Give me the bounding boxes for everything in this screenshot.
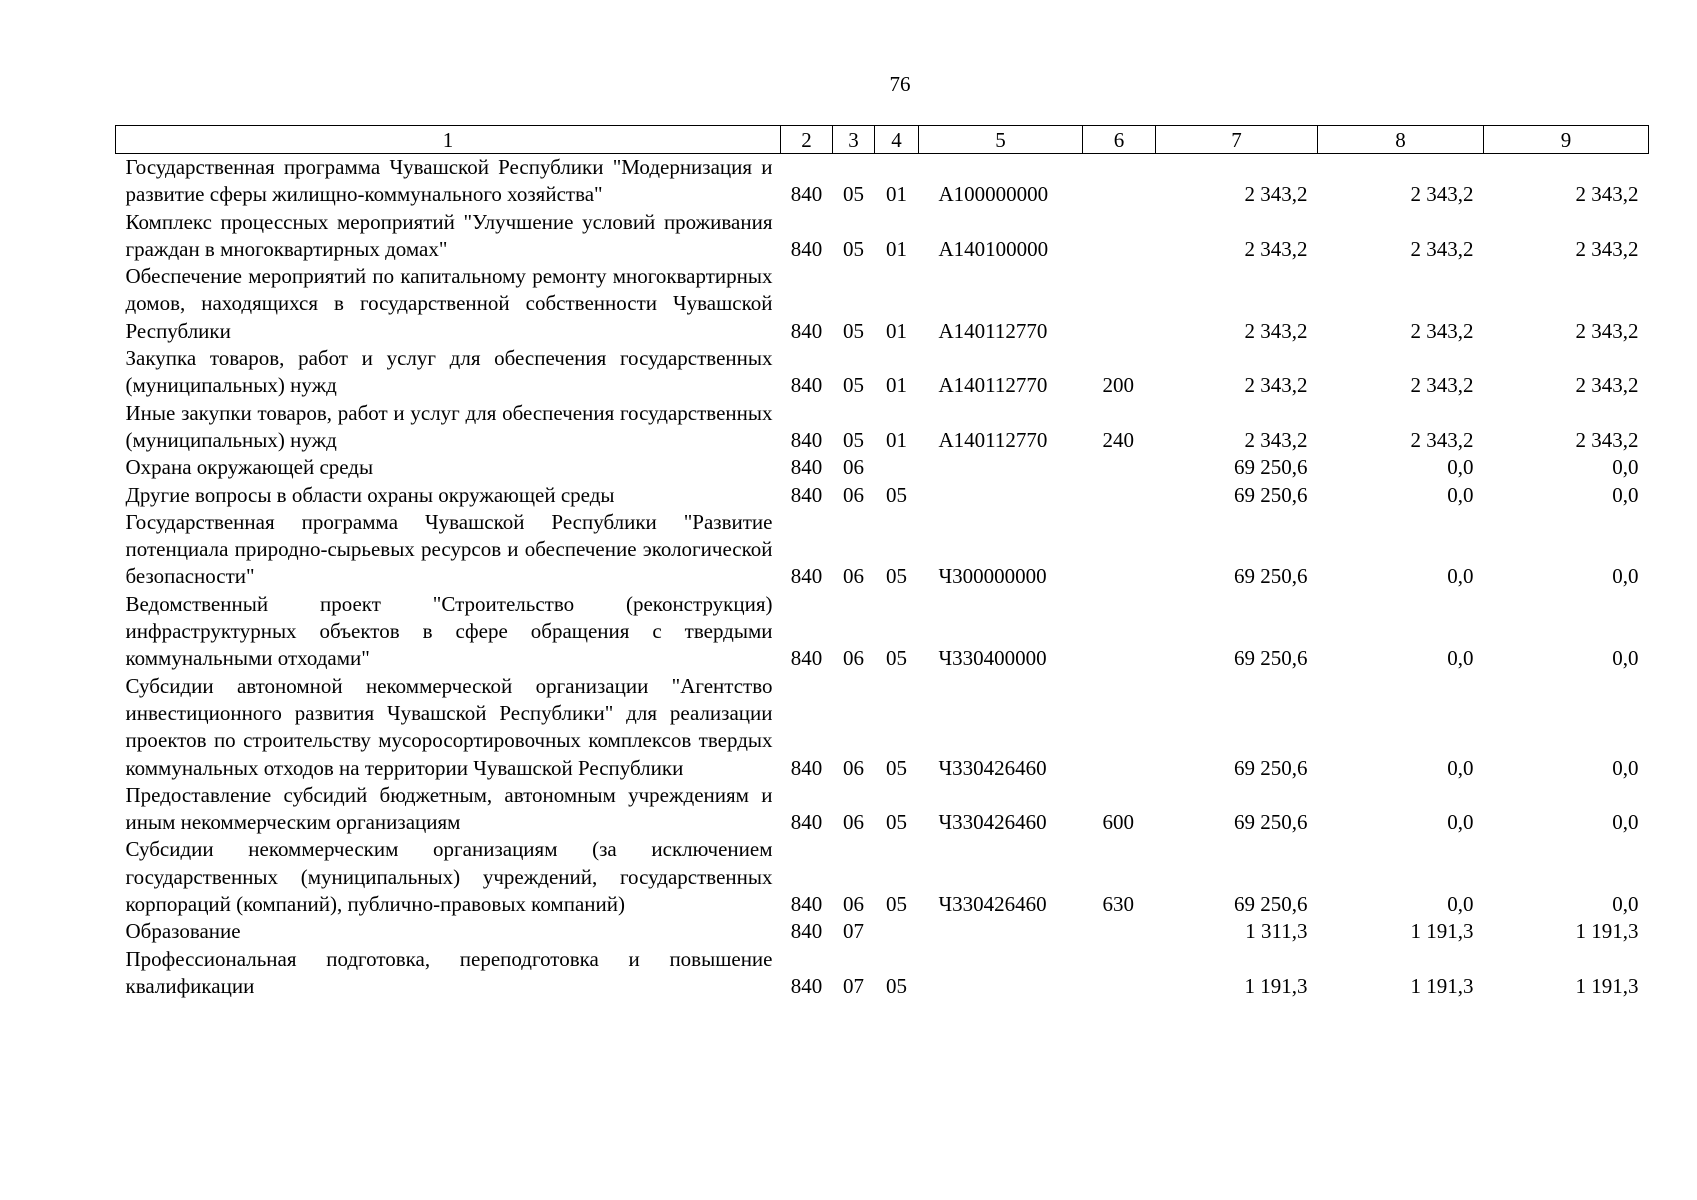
- row-admin-code: 840: [790, 755, 823, 780]
- row-name: Образование: [125, 919, 241, 944]
- row-amount-col8: 2 343,2: [1410, 236, 1474, 261]
- row-amount-col9: 2 343,2: [1575, 427, 1639, 452]
- table-row: [116, 591, 1649, 673]
- row-target-article: А140112770: [938, 427, 1048, 452]
- row-expense-type: [1083, 209, 1156, 264]
- row-target-article: [919, 946, 1083, 1001]
- row-amount-col9: 2 343,2: [1575, 182, 1639, 207]
- row-amount-col7: 69 250,6: [1234, 892, 1308, 917]
- row-section: 05: [843, 182, 864, 207]
- row-amount-col8: 0,0: [1447, 892, 1474, 917]
- row-target-article: [919, 918, 1083, 945]
- row-admin-code: 840: [790, 318, 823, 343]
- row-expense-type: [1083, 918, 1156, 945]
- row-expense-type: [1083, 454, 1156, 481]
- row-expense-type: 630: [1102, 892, 1134, 917]
- row-amount-col8: 2 343,2: [1410, 427, 1474, 452]
- row-name: Комплекс процессных мероприятий "Улучшение условий проживания граждан в многоквартирных домах": [125, 209, 773, 261]
- table-row: [116, 946, 1649, 1001]
- row-target-article: [919, 482, 1083, 509]
- row-target-article: А140112770: [938, 373, 1048, 398]
- row-section: 07: [843, 973, 864, 998]
- row-admin-code: 840: [790, 373, 823, 398]
- row-expense-type: 200: [1102, 373, 1134, 398]
- row-name: Государственная программа Чувашской Республики "Развитие потенциала природно-сырьевых ресурсов и обеспечение экологической безопасности": [125, 509, 773, 589]
- row-admin-code: 840: [790, 182, 823, 207]
- table-row: [116, 509, 1649, 591]
- row-expense-type: [1083, 509, 1156, 591]
- row-subsection: 05: [886, 973, 907, 998]
- row-admin-code: 840: [790, 455, 823, 480]
- row-expense-type: [1083, 673, 1156, 782]
- row-name: Субсидии автономной некоммерческой организации "Агентство инвестиционного развития Чувашской Республики" для реализации проектов по строительству мусоросортировочных комплексов твердых коммунальных отходов на территории Чувашской Республики: [125, 673, 773, 780]
- header-col-6: 6: [1083, 126, 1156, 154]
- row-subsection: 05: [886, 564, 907, 589]
- row-name: Предоставление субсидий бюджетным, автономным учреждениям и иным некоммерческим организациям: [125, 782, 773, 835]
- row-name: Охрана окружающей среды: [125, 455, 374, 480]
- row-name: Субсидии некоммерческим организациям (за исключением государственных (муниципальных) учреждений, государственных корпораций (компаний), публично-правовых компаний): [125, 837, 773, 917]
- row-amount-col8: 1 191,3: [1410, 919, 1474, 944]
- row-subsection: 05: [886, 892, 907, 917]
- row-subsection: 01: [886, 373, 907, 398]
- row-amount-col7: 2 343,2: [1244, 373, 1308, 398]
- header-row: [116, 126, 1649, 154]
- row-amount-col7: 69 250,6: [1234, 482, 1308, 507]
- row-admin-code: 840: [790, 482, 823, 507]
- row-expense-type: [1083, 946, 1156, 1001]
- row-amount-col9: 0,0: [1612, 564, 1639, 589]
- row-amount-col7: 69 250,6: [1234, 810, 1308, 835]
- row-subsection: 01: [886, 236, 907, 261]
- row-amount-col8: 0,0: [1447, 755, 1474, 780]
- row-section: 05: [843, 427, 864, 452]
- row-amount-col7: 2 343,2: [1244, 182, 1308, 207]
- row-amount-col7: 69 250,6: [1234, 646, 1308, 671]
- budget-table: [115, 125, 1649, 1000]
- row-subsection: 05: [886, 755, 907, 780]
- row-expense-type: 240: [1102, 427, 1134, 452]
- row-amount-col9: 0,0: [1612, 892, 1639, 917]
- row-name: Обеспечение мероприятий по капитальному ремонту многоквартирных домов, находящихся в государственной собственности Чувашской Республики: [125, 264, 773, 343]
- row-section: 06: [843, 646, 864, 671]
- row-amount-col9: 2 343,2: [1575, 373, 1639, 398]
- header-col-2: 2: [781, 126, 833, 154]
- row-target-article: А100000000: [938, 182, 1049, 207]
- table-row: [116, 154, 1649, 209]
- row-section: 06: [843, 455, 864, 480]
- row-section: 05: [843, 236, 864, 261]
- table-row: [116, 400, 1649, 455]
- header-col-9: 9: [1484, 126, 1649, 154]
- row-amount-col7: 1 311,3: [1245, 919, 1308, 944]
- row-amount-col8: 0,0: [1447, 482, 1474, 507]
- row-amount-col8: 1 191,3: [1410, 973, 1474, 998]
- row-amount-col9: 2 343,2: [1575, 236, 1639, 261]
- row-amount-col8: 2 343,2: [1410, 373, 1474, 398]
- row-target-article: Ч330426460: [938, 892, 1047, 917]
- row-amount-col8: 2 343,2: [1410, 182, 1474, 207]
- row-section: 05: [843, 318, 864, 343]
- row-subsection: 05: [886, 646, 907, 671]
- row-subsection: 05: [886, 482, 907, 507]
- row-expense-type: [1083, 154, 1156, 209]
- row-expense-type: [1083, 591, 1156, 673]
- row-admin-code: 840: [790, 564, 823, 589]
- row-target-article: Ч300000000: [938, 564, 1047, 589]
- header-col-3: 3: [833, 126, 875, 154]
- row-subsection: 01: [886, 318, 907, 343]
- row-admin-code: 840: [790, 810, 823, 835]
- row-expense-type: [1083, 263, 1156, 345]
- table-row: [116, 918, 1649, 945]
- row-name: Ведомственный проект "Строительство (реконструкция) инфраструктурных объектов в сфере обращения с твердыми коммунальными отходами": [125, 591, 773, 671]
- row-amount-col7: 69 250,6: [1234, 455, 1308, 480]
- table-row: [116, 263, 1649, 345]
- row-subsection: 01: [886, 427, 907, 452]
- row-amount-col9: 0,0: [1612, 482, 1639, 507]
- header-col-8: 8: [1318, 126, 1484, 154]
- row-amount-col7: 1 191,3: [1244, 973, 1308, 998]
- row-name: Другие вопросы в области охраны окружающей среды: [125, 482, 615, 507]
- row-name: Иные закупки товаров, работ и услуг для обеспечения государственных (муниципальных) нужд: [125, 400, 773, 452]
- row-amount-col8: 0,0: [1447, 646, 1474, 671]
- row-target-article: Ч330426460: [938, 755, 1047, 780]
- row-amount-col9: 0,0: [1612, 755, 1639, 780]
- row-admin-code: 840: [790, 236, 823, 261]
- table-row: [116, 673, 1649, 782]
- row-amount-col8: 0,0: [1447, 455, 1474, 480]
- row-target-article: Ч330400000: [938, 646, 1047, 671]
- row-expense-type: [1083, 482, 1156, 509]
- table-row: [116, 836, 1649, 918]
- row-amount-col9: 0,0: [1612, 646, 1639, 671]
- row-subsection: 01: [886, 182, 907, 207]
- table-header: [116, 126, 1649, 154]
- header-col-1: 1: [116, 126, 781, 154]
- table-body: [116, 154, 1649, 1001]
- row-admin-code: 840: [790, 646, 823, 671]
- header-col-7: 7: [1156, 126, 1318, 154]
- table-row: [116, 454, 1649, 481]
- row-amount-col9: 1 191,3: [1575, 919, 1639, 944]
- row-amount-col9: 0,0: [1612, 455, 1639, 480]
- row-section: 06: [843, 892, 864, 917]
- row-amount-col9: 0,0: [1612, 810, 1639, 835]
- row-section: 06: [843, 755, 864, 780]
- row-target-article: А140100000: [938, 236, 1049, 261]
- table-row: [116, 209, 1649, 264]
- row-admin-code: 840: [790, 973, 823, 998]
- row-admin-code: 840: [790, 427, 823, 452]
- row-name: Закупка товаров, работ и услуг для обеспечения государственных (муниципальных) нужд: [125, 346, 773, 398]
- row-target-article: А140112770: [938, 318, 1048, 343]
- row-amount-col7: 2 343,2: [1244, 318, 1308, 343]
- row-section: 05: [843, 373, 864, 398]
- row-name: Профессиональная подготовка, переподготовка и повышение квалификации: [125, 946, 773, 998]
- row-admin-code: 840: [790, 892, 823, 917]
- row-subsection: 05: [886, 810, 907, 835]
- page-number: 76: [889, 72, 911, 96]
- row-amount-col7: 69 250,6: [1234, 755, 1308, 780]
- row-amount-col9: 2 343,2: [1575, 318, 1639, 343]
- row-amount-col9: 1 191,3: [1575, 973, 1639, 998]
- row-subsection: [875, 918, 919, 945]
- row-name: Государственная программа Чувашской Республики "Модернизация и развитие сферы жилищно-коммунального хозяйства": [125, 155, 773, 207]
- row-section: 06: [843, 810, 864, 835]
- table-row: [116, 482, 1649, 509]
- header-col-5: 5: [919, 126, 1083, 154]
- row-amount-col7: 69 250,6: [1234, 564, 1308, 589]
- row-amount-col7: 2 343,2: [1244, 427, 1308, 452]
- row-section: 06: [843, 564, 864, 589]
- row-subsection: [875, 454, 919, 481]
- row-section: 07: [843, 919, 864, 944]
- row-amount-col8: 0,0: [1447, 810, 1474, 835]
- row-target-article: [919, 454, 1083, 481]
- table-row: [116, 782, 1649, 837]
- row-admin-code: 840: [790, 919, 823, 944]
- row-target-article: Ч330426460: [938, 810, 1047, 835]
- table-row: [116, 345, 1649, 400]
- row-section: 06: [843, 482, 864, 507]
- row-expense-type: 600: [1102, 810, 1134, 835]
- header-col-4: 4: [875, 126, 919, 154]
- row-amount-col7: 2 343,2: [1244, 236, 1308, 261]
- row-amount-col8: 2 343,2: [1410, 318, 1474, 343]
- row-amount-col8: 0,0: [1447, 564, 1474, 589]
